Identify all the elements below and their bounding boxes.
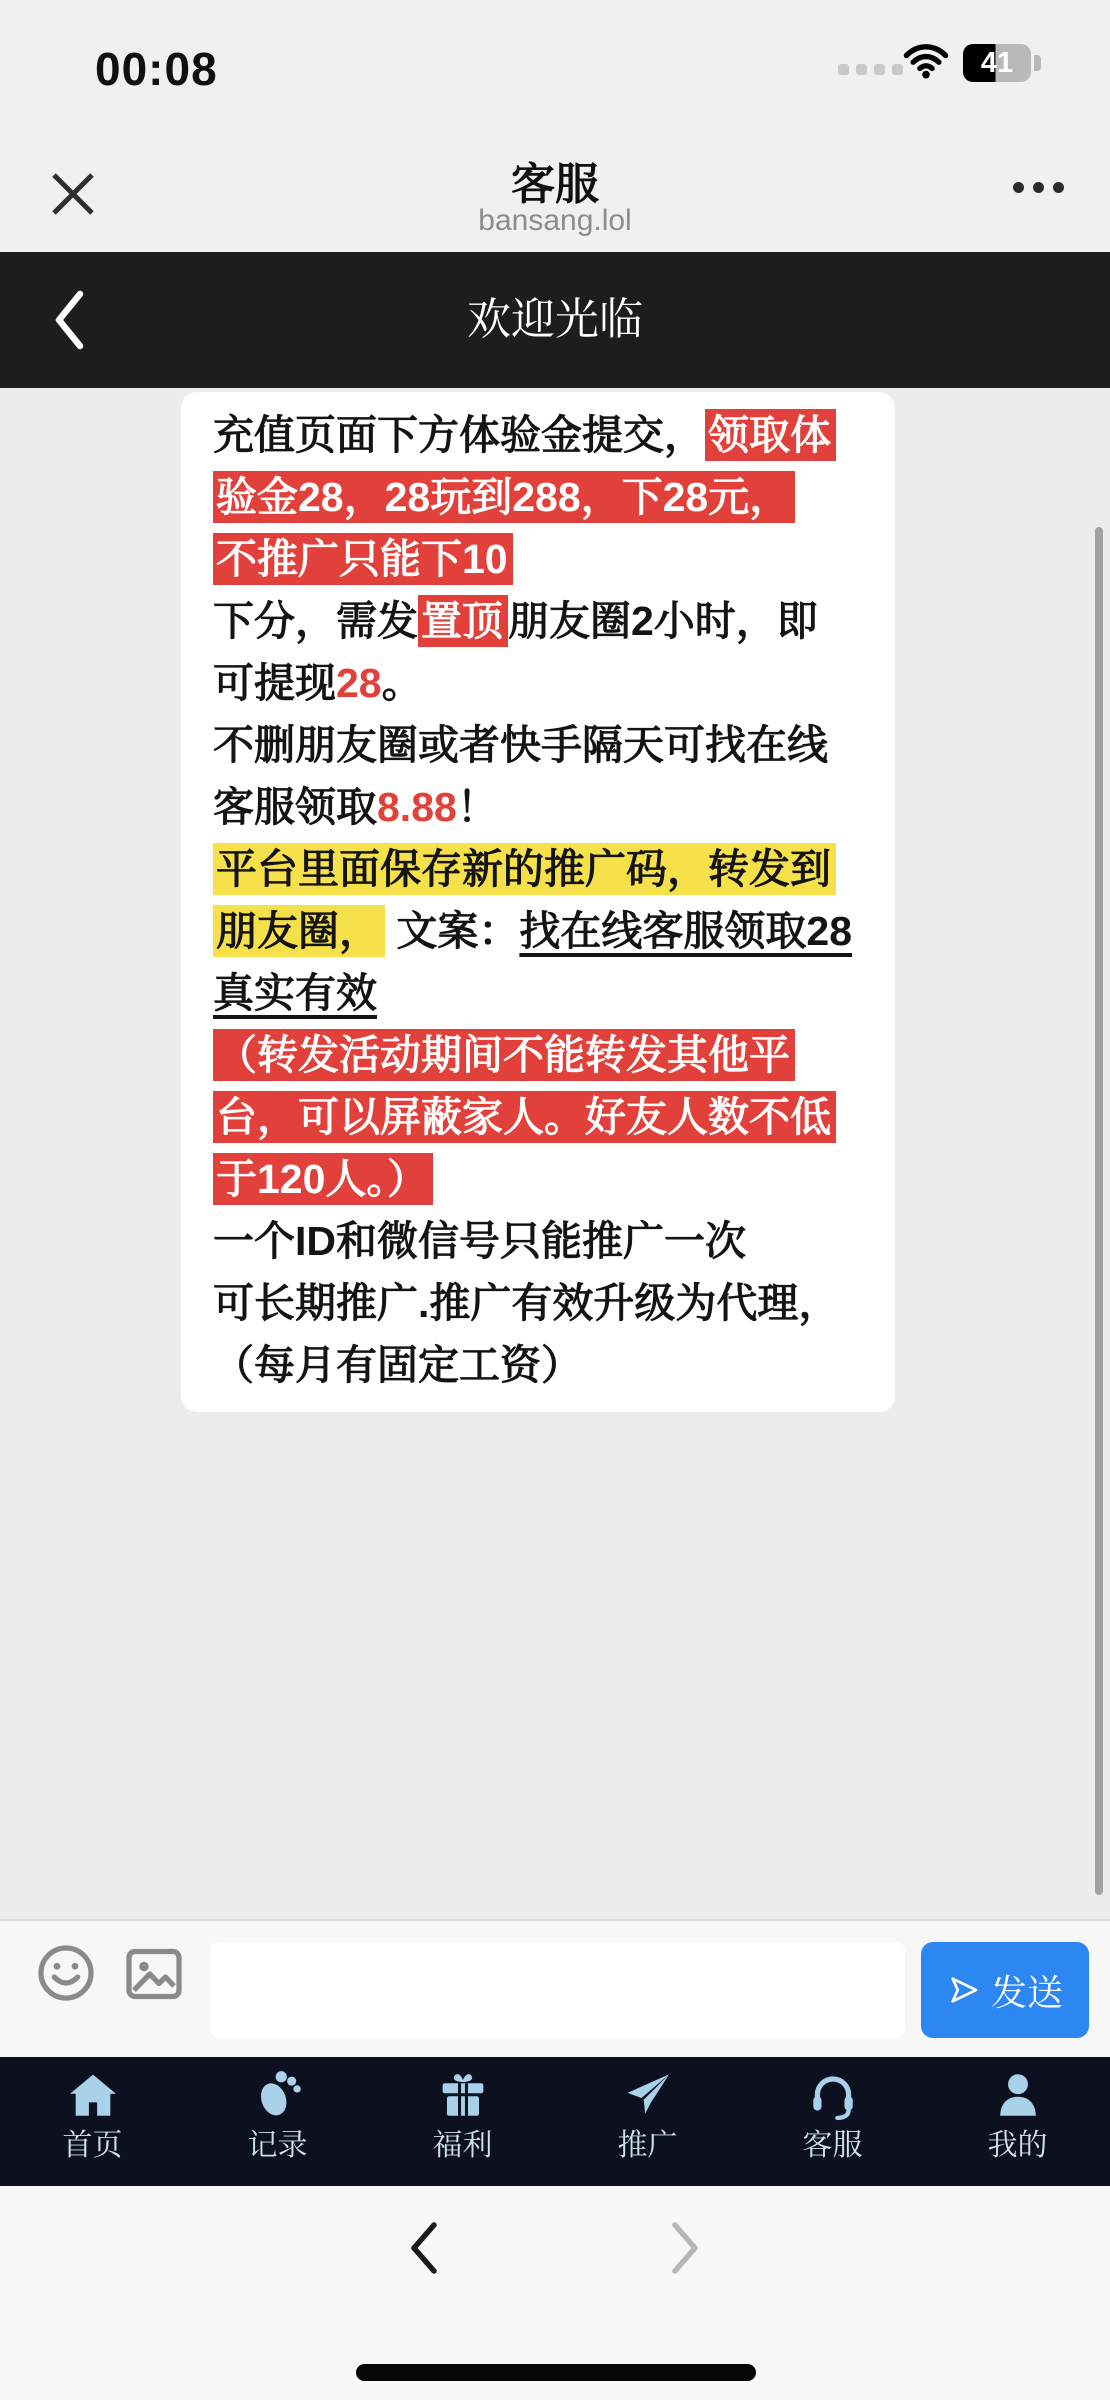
text-segment: 朋友圈2小时，即 xyxy=(508,598,818,644)
chat-content xyxy=(0,388,1110,1919)
notice-line xyxy=(213,776,865,838)
notice-card xyxy=(181,392,895,1412)
notice-line xyxy=(213,714,865,776)
send-label: 发送 xyxy=(990,1971,1063,2013)
welcome-title: 欢迎光临 xyxy=(467,295,643,344)
notice-line xyxy=(213,1024,865,1086)
scrollbar[interactable] xyxy=(1095,527,1103,1895)
wifi-icon xyxy=(903,42,949,85)
tab-records[interactable] xyxy=(185,2057,370,2186)
clock: 00:08 xyxy=(95,43,218,95)
image-upload-icon[interactable] xyxy=(124,1946,184,2007)
text-segment: 领取体 xyxy=(705,409,836,461)
text-segment: 平台里面保存新的推广码，转发到 xyxy=(213,843,836,895)
browser-header xyxy=(0,130,1110,252)
emoji-icon[interactable] xyxy=(36,1943,96,2008)
notice-line xyxy=(213,1210,865,1272)
notice-line xyxy=(213,962,865,1024)
text-segment: ！ xyxy=(456,784,498,830)
text-segment: 不删朋友圈或者快手隔天可找在线 xyxy=(213,722,828,768)
notice-line xyxy=(213,652,865,714)
history-back-icon[interactable] xyxy=(405,2220,441,2281)
tab-label: 记录 xyxy=(247,2129,308,2162)
text-segment: 客服领取 xyxy=(213,784,377,830)
cellular-signal-icon xyxy=(838,64,903,75)
notice-line xyxy=(213,838,865,900)
home-indicator[interactable] xyxy=(356,2364,756,2381)
text-segment: 一个ID和微信号只能推广一次 xyxy=(213,1218,746,1264)
text-segment: 朋友圈， xyxy=(213,905,385,957)
tab-service[interactable] xyxy=(740,2057,925,2186)
tab-label: 客服 xyxy=(802,2129,863,2162)
text-segment: 下分，需发 xyxy=(213,598,418,644)
profile-icon xyxy=(992,2067,1044,2123)
home-icon xyxy=(67,2067,119,2123)
tab-welfare[interactable] xyxy=(370,2057,555,2186)
text-segment: 文案： xyxy=(385,908,520,954)
text-segment: （转发活动期间不能转发其他平 xyxy=(213,1029,795,1081)
tab-profile[interactable] xyxy=(925,2057,1110,2186)
text-segment: 验金28，28玩到288，下28元， xyxy=(213,471,795,523)
service-icon xyxy=(807,2067,859,2123)
tab-promotion[interactable] xyxy=(555,2057,740,2186)
text-segment: （每月有固定工资） xyxy=(213,1342,582,1388)
tab-home[interactable] xyxy=(0,2057,185,2186)
battery-percent: 41 xyxy=(980,47,1014,79)
history-forward-icon[interactable] xyxy=(668,2220,704,2281)
text-segment: 可提现 xyxy=(213,660,336,706)
text-segment: 可长期推广.推广有效升级为代理， xyxy=(213,1280,840,1326)
tab-label: 推广 xyxy=(617,2129,678,2162)
notice-line xyxy=(213,1272,865,1334)
text-segment: 28 xyxy=(336,660,382,706)
text-segment: 于120人。） xyxy=(213,1153,433,1205)
text-segment: 找在线客服领取28 xyxy=(519,908,853,954)
page-url: bansang.lol xyxy=(478,204,632,237)
send-plane-icon xyxy=(947,1973,981,2007)
bottom-nav-area xyxy=(0,2186,1110,2400)
notice-line xyxy=(213,528,865,590)
promotion-icon xyxy=(622,2067,674,2123)
text-segment: 不推广只能下10 xyxy=(213,533,513,585)
notice-line xyxy=(213,404,865,466)
text-segment: 真实有效 xyxy=(213,970,377,1016)
notice-line xyxy=(213,900,865,962)
text-segment: 置顶 xyxy=(418,595,508,647)
send-button[interactable] xyxy=(921,1942,1089,2038)
text-segment: 充值页面下方体验金提交， xyxy=(213,412,705,458)
notice-line xyxy=(213,1148,865,1210)
more-menu-icon[interactable] xyxy=(1013,182,1064,193)
battery-icon xyxy=(963,44,1031,82)
battery-nub xyxy=(1034,55,1041,71)
message-input[interactable] xyxy=(210,1942,905,2038)
notice-line xyxy=(213,466,865,528)
welfare-icon xyxy=(437,2067,489,2123)
text-segment: 。 xyxy=(381,660,423,706)
records-icon xyxy=(252,2067,304,2123)
text-segment: 8.88 xyxy=(377,784,457,830)
page-title: 客服 xyxy=(511,160,599,209)
tab-label: 我的 xyxy=(987,2129,1048,2162)
notice-line xyxy=(213,590,865,652)
welcome-nav-bar xyxy=(0,252,1110,388)
notice-line xyxy=(213,1334,865,1396)
message-input-bar xyxy=(0,1919,1110,2057)
notice-line xyxy=(213,1086,865,1148)
tab-label: 福利 xyxy=(432,2129,493,2162)
tab-bar xyxy=(0,2057,1110,2186)
tab-label: 首页 xyxy=(62,2129,123,2162)
text-segment: 台，可以屏蔽家人。好友人数不低 xyxy=(213,1091,836,1143)
status-bar xyxy=(0,0,1110,130)
